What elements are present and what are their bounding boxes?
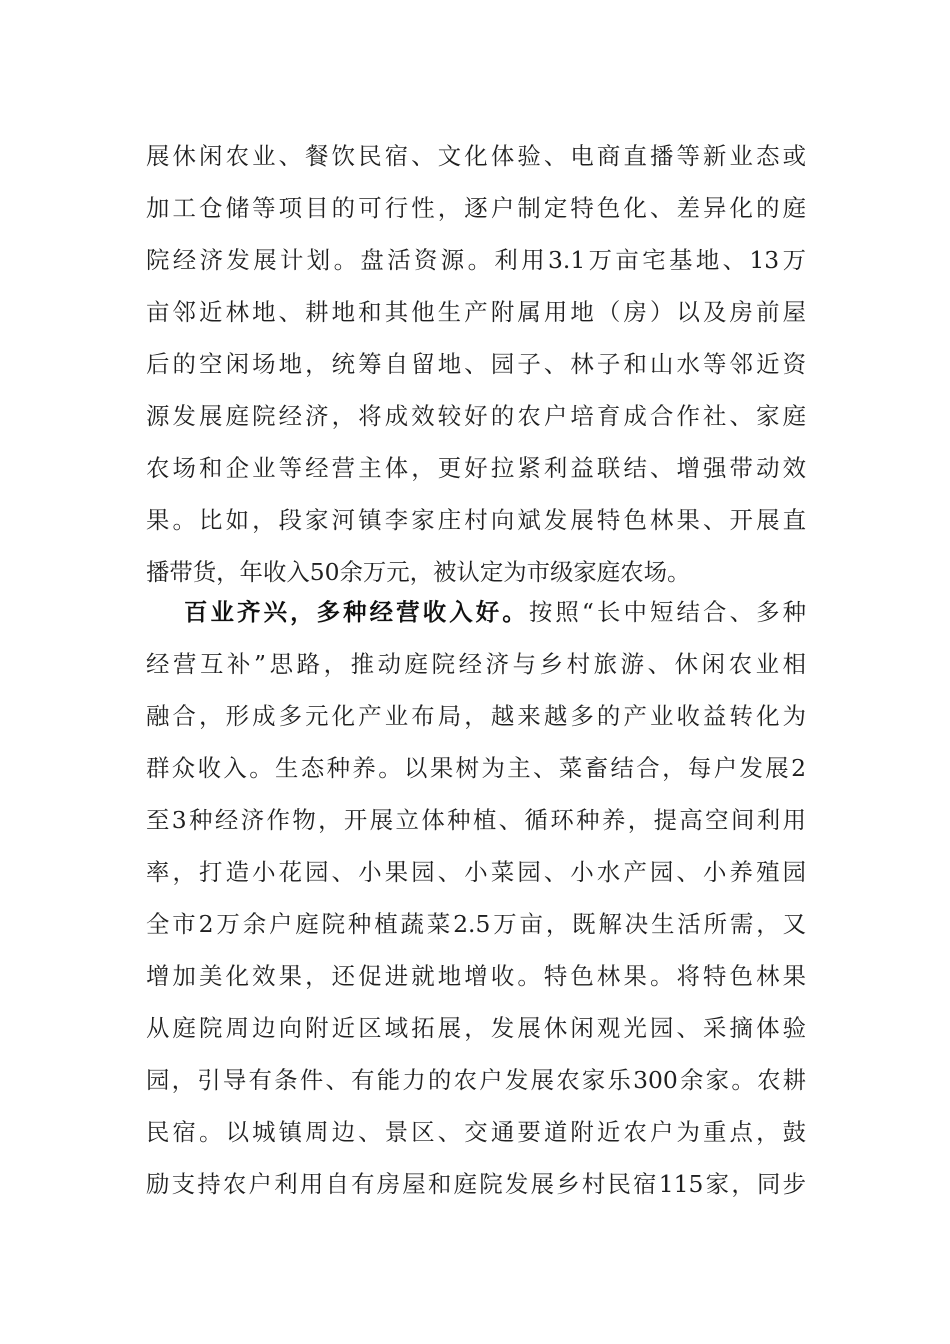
paragraph-line: 院经济发展计划。盘活资源。利用3.1万亩宅基地、13万 — [146, 246, 806, 274]
paragraph-line: 民宿。以城镇周边、景区、交通要道附近农户为重点，鼓 — [146, 1118, 806, 1146]
paragraph-line: 园，引导有条件、有能力的农户发展农家乐300余家。农耕 — [146, 1066, 806, 1094]
paragraph-lead-heading: 百业齐兴，多种经营收入好。 — [184, 598, 529, 626]
paragraph-1 — [146, 130, 806, 598]
paragraph-line: 展休闲农业、餐饮民宿、文化体验、电商直播等新业态或 — [146, 142, 806, 170]
paragraph-line: 果。比如，段家河镇李家庄村向斌发展特色林果、开展直 — [146, 506, 806, 534]
paragraph-line: 群众收入。生态种养。以果树为主、菜畜结合，每户发展2 — [146, 754, 806, 782]
paragraph-line: 后的空闲场地，统筹自留地、园子、林子和山水等邻近资 — [146, 350, 806, 378]
paragraph-line: 全市2万余户庭院种植蔬菜2.5万亩，既解决生活所需，又 — [146, 910, 806, 938]
paragraph-line: 播带货，年收入50余万元，被认定为市级家庭农场。 — [146, 558, 691, 586]
paragraph-2 — [146, 586, 806, 1210]
paragraph-line: 加工仓储等项目的可行性，逐户制定特色化、差异化的庭 — [146, 194, 806, 222]
paragraph-line: 农场和企业等经营主体，更好拉紧利益联结、增强带动效 — [146, 454, 806, 482]
paragraph-first-line-text: 按照“长中短结合、多种 — [528, 598, 807, 626]
paragraph-line: 亩邻近林地、耕地和其他生产附属用地（房）以及房前屋 — [146, 298, 806, 326]
paragraph-line: 率，打造小花园、小果园、小菜园、小水产园、小养殖园 — [146, 858, 806, 886]
paragraph-line: 经营互补”思路，推动庭院经济与乡村旅游、休闲农业相 — [146, 650, 806, 678]
paragraph-line: 融合，形成多元化产业布局，越来越多的产业收益转化为 — [146, 702, 806, 730]
paragraph-line: 励支持农户利用自有房屋和庭院发展乡村民宿115家，同步 — [146, 1170, 806, 1198]
paragraph-line: 从庭院周边向附近区域拓展，发展休闲观光园、采摘体验 — [146, 1014, 806, 1042]
paragraph-first-line — [146, 586, 806, 638]
paragraph-line: 增加美化效果，还促进就地增收。特色林果。将特色林果 — [146, 962, 806, 990]
paragraph-line: 至3种经济作物，开展立体种植、循环种养，提高空间利用 — [146, 806, 806, 834]
paragraph-line: 源发展庭院经济，将成效较好的农户培育成合作社、家庭 — [146, 402, 806, 430]
